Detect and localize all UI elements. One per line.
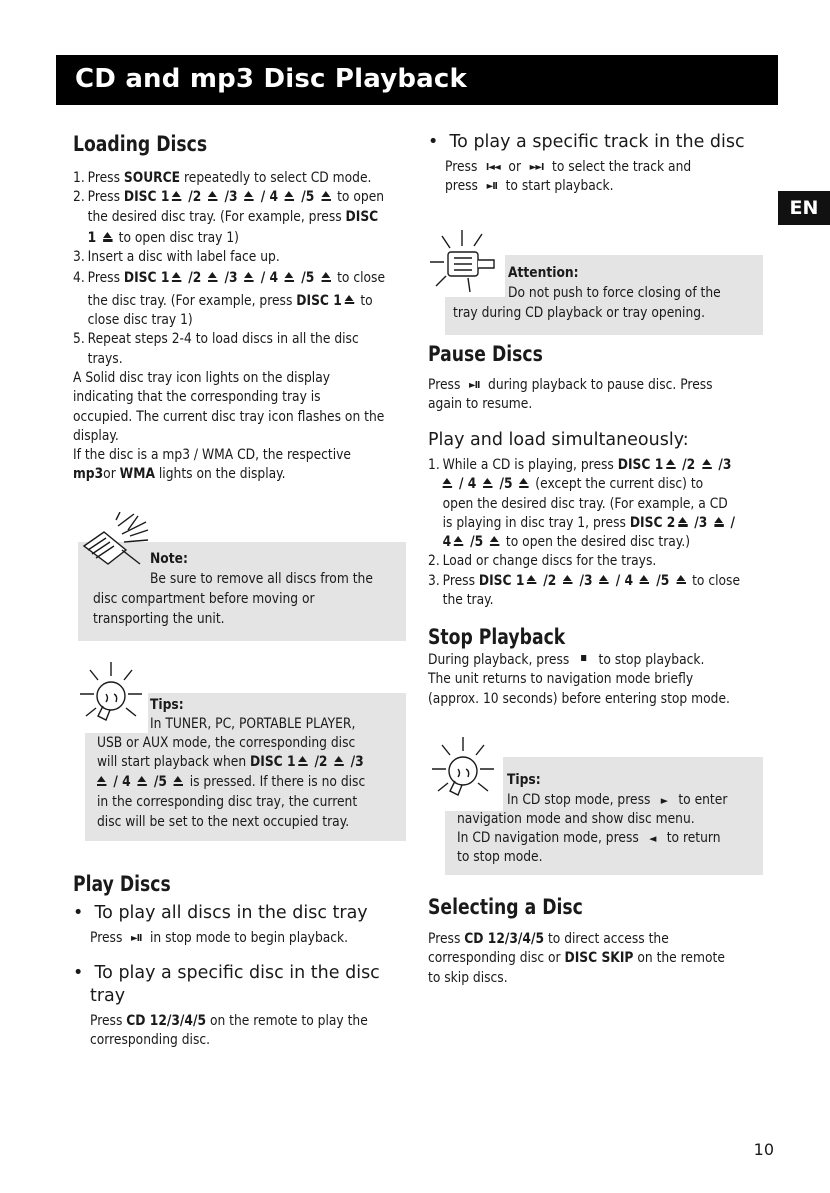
- play-pause-icon: ►II: [486, 181, 498, 193]
- loading-steps: [73, 169, 385, 485]
- play-specific-text: Press CD 12/3/4/5 on the remote to play the corresponding disc.: [90, 1013, 368, 1049]
- attention-line-1: Do not push to force closing of the: [508, 285, 721, 301]
- eject-icon: [285, 272, 294, 282]
- load-step-3: 3. Press DISC 1 /2 /3 / 4 /5 to close the tray.: [428, 572, 741, 609]
- eject-icon: [640, 575, 649, 585]
- eject-icon: [321, 191, 330, 201]
- eject-icon: [714, 517, 723, 527]
- eject-icon: [334, 756, 343, 766]
- eject-icon: [138, 776, 147, 786]
- bullet-play-all: • To play all discs in the disc tray: [73, 903, 368, 923]
- eject-icon: [702, 459, 711, 469]
- load-step-1: 1. While a CD is playing, press DISC 1 /2 /3 / 4 /5 (except the current disc) to open the desired disc tray. (For example, a CD is playing in disc tray 1, press DISC 2 /3 / 4 /5 to open the desired disc tray.): [428, 457, 735, 551]
- tips2-line-2: navigation mode and show disc menu.: [457, 811, 695, 827]
- tips-line-4: / 4 /5 is pressed. If there is no disc: [97, 773, 365, 792]
- eject-icon: [599, 575, 608, 585]
- previous-track-icon: I◄◄: [485, 162, 500, 173]
- loading-paragraph: A Solid disc tray icon lights on the display indicating that the corresponding tray is occupied. The current disc tray icon flashes on the display. If the disc is a mp3 / WMA CD, the respective mp3or WMA lights on the display.: [73, 369, 385, 483]
- heading-play-discs: Play Discs: [73, 872, 171, 896]
- step-4: 4. Press DISC 1 /2 /3 / 4 /5 to close the disc tray. (For example, press DISC 1 to close disc tray 1): [73, 270, 386, 329]
- eject-icon: [321, 272, 330, 282]
- tips-line-2: USB or AUX mode, the corresponding disc: [97, 735, 356, 751]
- page-title: CD and mp3 Disc Playback: [75, 64, 468, 94]
- note-line-3: transporting the unit.: [93, 611, 225, 627]
- eject-icon: [666, 459, 675, 469]
- bullet-play-specific-disc-2: tray: [90, 986, 126, 1006]
- step-2: 2. Press DISC 1 /2 /3 / 4 /5 to open the desired disc tray. (For example, press DISC 1 to open disc tray 1): [73, 189, 385, 246]
- step-3: 3. Insert a disc with label face up.: [73, 249, 280, 266]
- tips-line-3: will start playback when DISC 1 /2 /3: [97, 754, 364, 770]
- eject-icon: [344, 295, 353, 305]
- play-all-text: Press ►II in stop mode to begin playback.: [90, 929, 348, 948]
- eject-icon: [443, 478, 452, 488]
- step-1: 1. Press SOURCE repeatedly to select CD mode.: [73, 170, 372, 186]
- page-number: 10: [753, 1140, 774, 1159]
- stop-text: During playback, press to stop playback. The unit returns to navigation mode briefly (approx. 10 seconds) before entering stop mode.: [428, 652, 730, 707]
- note-line-2: disc compartment before moving or: [93, 591, 315, 607]
- tips-line-5: in the corresponding disc tray, the current: [97, 794, 358, 810]
- eject-icon: [172, 272, 181, 282]
- note-pencil-icon: [74, 512, 150, 570]
- eject-icon: [527, 575, 536, 585]
- eject-icon: [563, 575, 572, 585]
- heading-loading-discs: Loading Discs: [73, 132, 208, 156]
- note-line-1: Be sure to remove all discs from the: [150, 571, 373, 587]
- eject-icon: [676, 575, 685, 585]
- tips2-line-3: In CD navigation mode, press ◄ to return: [457, 830, 721, 846]
- select-text: Press CD 12/3/4/5 to direct access the corresponding disc or DISC SKIP on the remote to skip discs.: [428, 931, 725, 986]
- eject-icon: [483, 478, 492, 488]
- header-banner: [56, 55, 778, 105]
- step-5: 5. Repeat steps 2-4 to load discs in all the disc trays.: [73, 331, 359, 367]
- eject-icon: [174, 776, 183, 786]
- warning-hand-icon: [428, 228, 504, 294]
- eject-icon: [103, 232, 112, 242]
- eject-icon: [208, 191, 217, 201]
- lightbulb-icon: [428, 733, 502, 803]
- pause-text: Press ►II during playback to pause disc. Press again to resume.: [428, 377, 713, 413]
- note-title: Note:: [150, 551, 188, 567]
- play-pause-icon: ►II: [130, 933, 142, 944]
- bullet-play-specific-disc: • To play a specific disc in the disc: [73, 963, 380, 983]
- left-arrow-icon: ◄: [649, 832, 657, 845]
- attention-title: Attention:: [508, 265, 579, 281]
- next-track-icon: ►►I: [529, 162, 544, 173]
- load-step-2: 2. Load or change discs for the trays.: [428, 553, 657, 570]
- heading-stop-playback: Stop Playback: [428, 625, 566, 649]
- play-pause-icon: ►II: [468, 380, 480, 391]
- tips-line-6: disc will be set to the next occupied tray.: [97, 814, 350, 830]
- tips-line-1: In TUNER, PC, PORTABLE PLAYER,: [150, 716, 356, 732]
- lightbulb-icon: [76, 658, 150, 728]
- eject-icon: [244, 272, 253, 282]
- attention-line-2: tray during CD playback or tray opening.: [453, 305, 705, 321]
- language-tab: EN: [778, 191, 830, 225]
- heading-play-and-load: Play and load simultaneously:: [428, 430, 689, 450]
- stop-icon: [581, 655, 586, 661]
- eject-icon: [678, 517, 687, 527]
- tips2-line-1: In CD stop mode, press ► to enter: [507, 792, 728, 808]
- tips2-title: Tips:: [507, 772, 541, 788]
- tips2-line-4: to stop mode.: [457, 849, 543, 865]
- tips-title: Tips:: [150, 697, 184, 713]
- eject-icon: [519, 478, 528, 488]
- eject-icon: [244, 191, 253, 201]
- play-load-steps: [428, 456, 740, 610]
- eject-icon: [172, 191, 181, 201]
- eject-icon: [97, 776, 106, 786]
- right-arrow-icon: ►: [660, 794, 669, 807]
- track-text: Press I◄◄ or ►►I to select the track and press ►II to start playback.: [445, 158, 691, 197]
- eject-icon: [490, 536, 499, 546]
- eject-icon: [454, 536, 463, 546]
- heading-selecting-disc: Selecting a Disc: [428, 895, 583, 919]
- heading-pause-discs: Pause Discs: [428, 342, 543, 366]
- eject-icon: [208, 272, 217, 282]
- eject-icon: [298, 756, 307, 766]
- bullet-play-track: • To play a specific track in the disc: [428, 132, 745, 152]
- eject-icon: [285, 191, 294, 201]
